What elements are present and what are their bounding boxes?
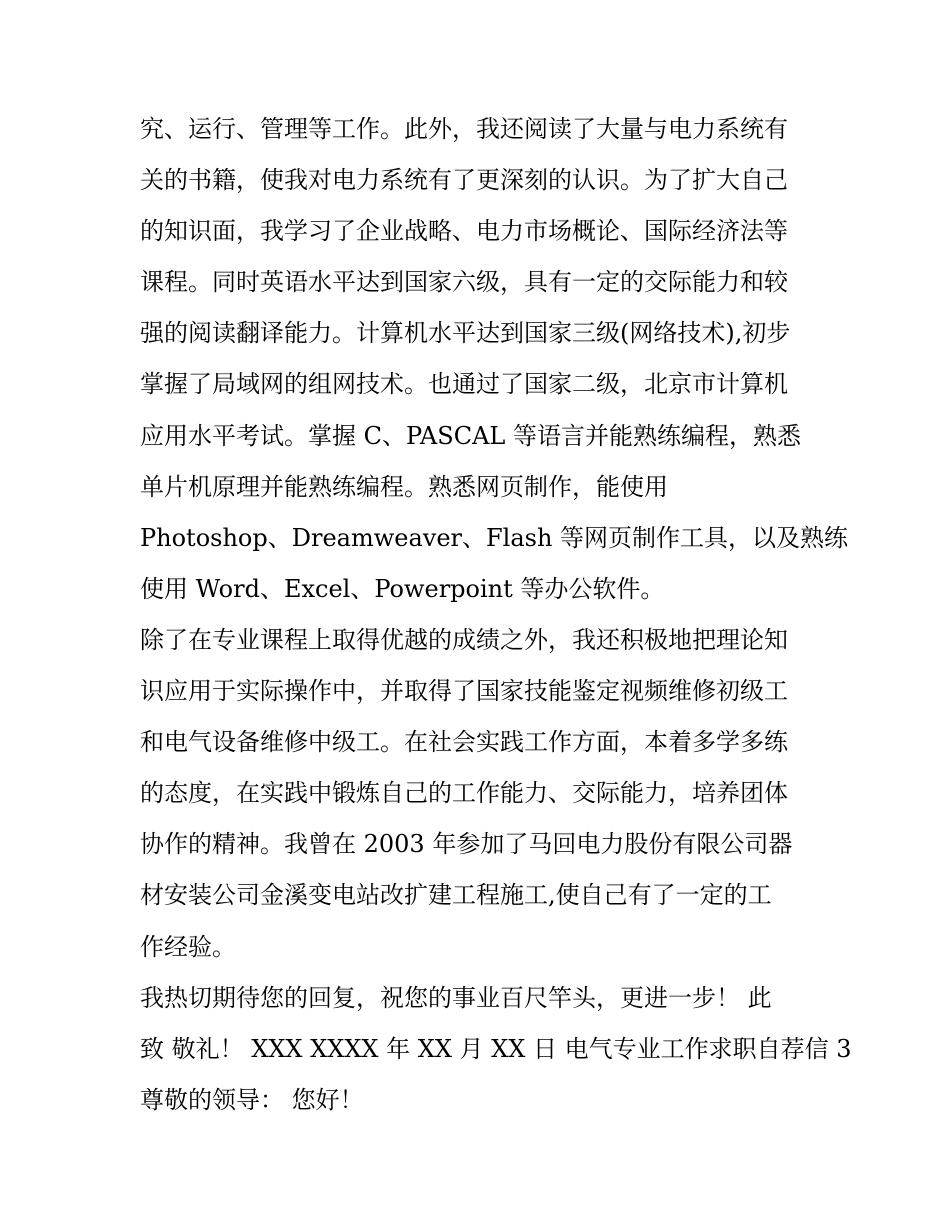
text-line: 尊敬的领导： 您好！: [140, 1085, 364, 1114]
text-line: 材安装公司金溪变电站改扩建工程施工,使自己有了一定的工: [140, 881, 772, 910]
text-line: 使用 Word、Excel、Powerpoint 等办公软件。: [140, 574, 665, 603]
text-line: 协作的精神。我曾在 2003 年参加了马回电力股份有限公司器: [140, 830, 793, 859]
text-line: 我热切期待您的回复，祝您的事业百尺竿头，更进一步！ 此: [140, 983, 772, 1012]
text-line: 致 敬礼！ XXX XXXX 年 XX 月 XX 日 电气专业工作求职自荐信 3: [140, 1034, 852, 1063]
text-line: 单片机原理并能熟练编程。熟悉网页制作，能使用: [140, 472, 668, 501]
body-text: [140, 104, 852, 1126]
text-line: 作经验。: [140, 932, 236, 961]
text-line: Photoshop、Dreamweaver、Flash 等网页制作工具，以及熟练: [140, 523, 849, 552]
text-line: 强的阅读翻译能力。计算机水平达到国家三级(网络技术),初步: [140, 319, 791, 348]
text-line: 和电气设备维修中级工。在社会实践工作方面，本着多学多练: [140, 728, 788, 757]
text-line: 应用水平考试。掌握 C、PASCAL 等语言并能熟练编程，熟悉: [140, 421, 801, 450]
text-line: 的态度，在实践中锻炼自己的工作能力、交际能力，培养团体: [140, 779, 788, 808]
text-line: 关的书籍，使我对电力系统有了更深刻的认识。为了扩大自己: [140, 166, 788, 195]
text-line: 掌握了局域网的组网技术。也通过了国家二级，北京市计算机: [140, 370, 788, 399]
text-line: 识应用于实际操作中，并取得了国家技能鉴定视频维修初级工: [140, 677, 788, 706]
text-line: 课程。同时英语水平达到国家六级，具有一定的交际能力和较: [140, 268, 788, 297]
text-line: 的知识面，我学习了企业战略、电力市场概论、国际经济法等: [140, 217, 788, 246]
text-line: 究、运行、管理等工作。此外，我还阅读了大量与电力系统有: [140, 115, 788, 143]
text-line: 除了在专业课程上取得优越的成绩之外，我还积极地把理论知: [140, 625, 788, 654]
